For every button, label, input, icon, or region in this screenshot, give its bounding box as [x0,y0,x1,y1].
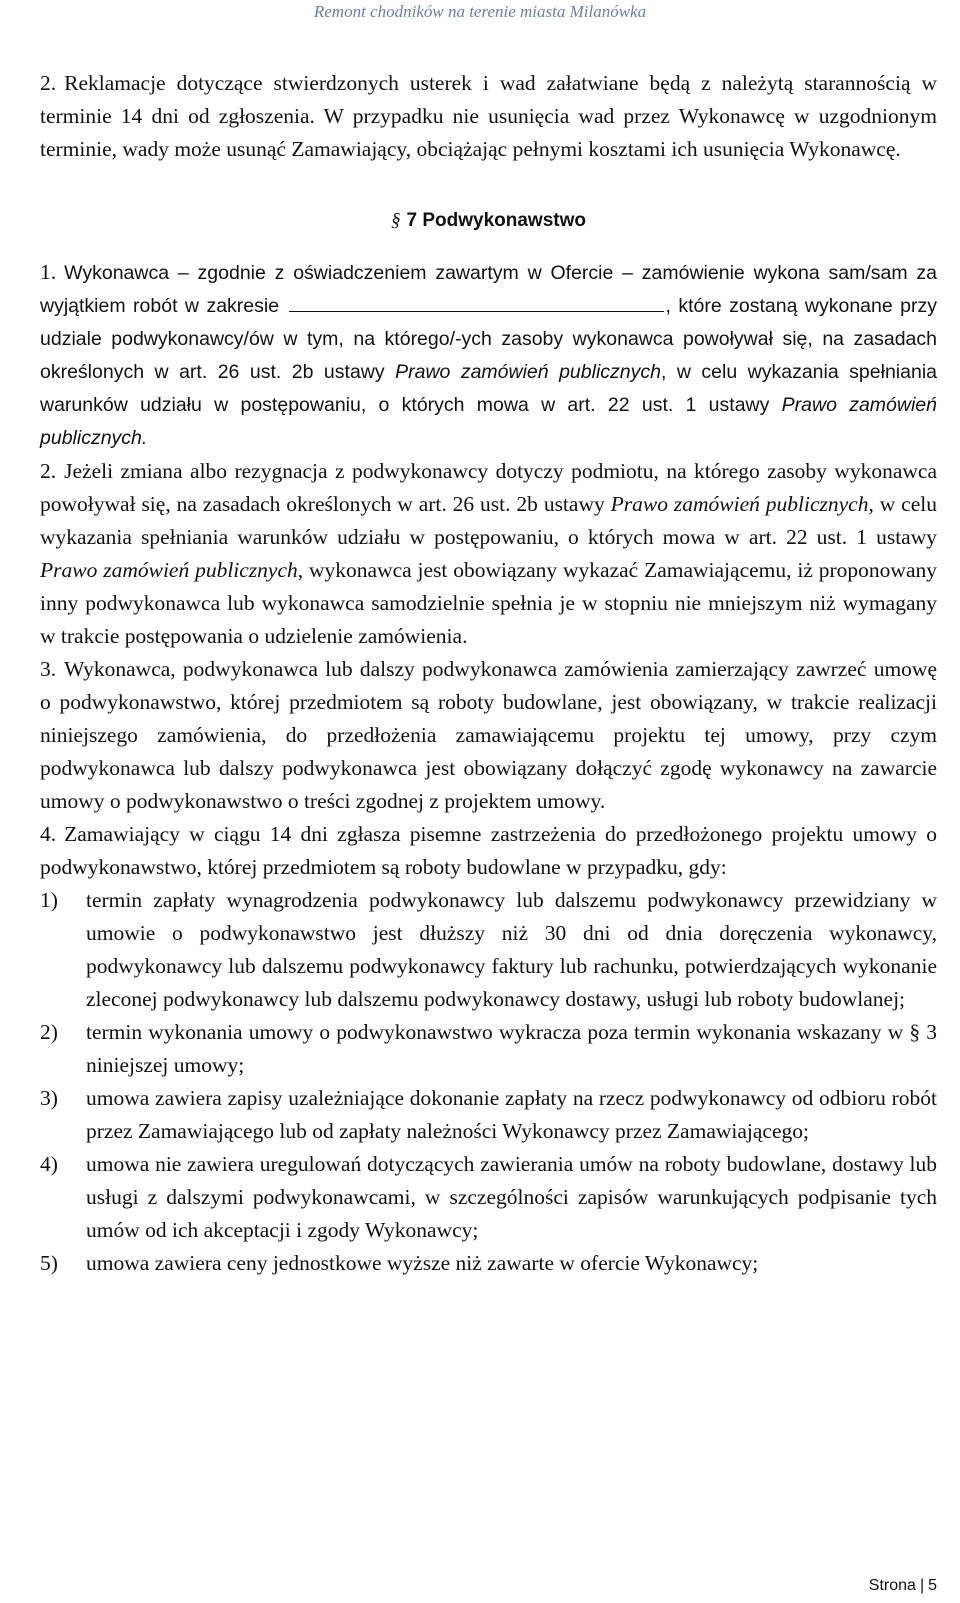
sub-text: termin zapłaty wynagrodzenia podwykonawcy lub dalszemu podwykonawcy przewidziany w umowie o podwykonawstwo jest dłuższy niż 30 dni od dnia doręczenia wykonawcy, podwykonawcy lub dalszemu podwykonawcy faktury lub rachunku, potwierdzających wykonanie zleconej podwykonawcy lub dalszemu podwykonawcy dostawy, usługi lub roboty budowlanej; [86,888,937,1011]
paragraph-symbol: § [391,210,401,231]
clause-2-reklamacje [40,67,937,166]
sub-item-3 [40,1082,937,1148]
sub-text: umowa zawiera ceny jednostkowe wyższe niż zawarte w ofercie Wykonawcy; [86,1251,759,1275]
clause-4-zastrzezenia [40,818,937,884]
footer-separator: | [919,1577,925,1594]
clause-text: Wykonawca, podwykonawca lub dalszy podwykonawca zamówienia zamierzający zawrzeć umowę o podwykonawstwo, której przedmiotem są roboty budowlane, jest obowiązany, w trakcie realizacji niniejszego zamówienia, do przedłożenia zamawiającemu projektu tej umowy, przy czym podwykonawca lub dalszy podwykonawca jest obowiązany dołączyć zgodę wykonawcy na zawarcie umowy o podwykonawstwo o treści zgodnej z projektem umowy. [40,657,937,813]
clause-label: 2. [40,71,57,95]
running-header: Remont chodników na terenie miasta Milanówka [313,2,647,21]
clause-1-wykonawca [40,256,937,455]
section-title: 7 Podwykonawstwo [406,210,586,231]
sub-item-1 [40,884,937,1016]
clause-text-b: , które zostaną wykonane przy udziale podwykonawcy/ów w tym, na którego/-ych zasoby wykonawca powoływał się, na zasadach określonych w art. 26 ust. 2b ustawy [40,295,937,383]
clause-label: 2. [40,459,57,483]
section-heading [40,204,937,237]
sub-label: 4) [40,1152,58,1176]
sub-item-2 [40,1016,937,1082]
clause-text-b: Prawo zamówień publicznych [610,492,869,516]
page-footer [869,1577,937,1595]
clause-text: Reklamacje dotyczące stwierdzonych usterek i wad załatwiane będą z należytą starannością w terminie 14 dni od zgłoszenia. W przypadku nie usunięcia wad przez Wykonawcę w uzgodnionym terminie, wady może usunąć Zamawiający, obciążając pełnymi kosztami ich usunięcia Wykonawcę. [40,71,937,161]
sub-text: termin wykonania umowy o podwykonawstwo wykracza poza termin wykonania wskazany w § 3 niniejszej umowy; [86,1020,937,1077]
clause-text-e: Prawo zamówień publicznych. [40,394,937,449]
sub-label: 5) [40,1251,58,1275]
sub-label: 2) [40,1020,58,1044]
clause-label: 3. [40,657,57,681]
clause-2-zmiana [40,455,937,653]
clause-text-c: Prawo zamówień publicznych [395,361,661,383]
clause-text-d: , w celu wykazania spełniania warunków udziału w postępowaniu, o których mowa w art. 22 ust. 1 ustawy [40,361,937,416]
clause-label: 1. [40,260,57,284]
clause-3-umowa [40,653,937,818]
sub-text: umowa zawiera zapisy uzależniające dokonanie zapłaty na rzecz podwykonawcy od odbioru robót przez Zamawiającego lub od zapłaty należności Wykonawcy przez Zamawiającego; [86,1086,937,1143]
page-number: 5 [928,1577,937,1594]
sub-label: 3) [40,1086,58,1110]
clause-text: Zamawiający w ciągu 14 dni zgłasza pisemne zastrzeżenia do przedłożonego projektu umowy o podwykonawstwo, której przedmiotem są roboty budowlane w przypadku, gdy: [40,822,937,879]
blank-line [289,293,664,312]
sub-text: umowa nie zawiera uregulowań dotyczących zawierania umów na roboty budowlane, dostawy lub usługi z dalszymi podwykonawcami, w szczególności zapisów warunkujących podpisanie tych umów od ich akceptacji i zgody Wykonawcy; [86,1152,937,1242]
document-body [40,67,937,1280]
clause-text-e: , wykonawca jest obowiązany wykazać Zamawiającemu, iż proponowany inny podwykonawca lub wykonawca samodzielnie spełnia je w stopniu nie mniejszym niż wymagany w trakcie postępowania o udzielenie zamówienia. [40,558,937,648]
clause-text-a: Wykonawca – zgodnie z oświadczeniem zawartym w Ofercie – zamówienie wykona sam/sam za wyjątkiem robót w zakresie [40,262,937,317]
clause-text-d: Prawo zamówień publicznych [40,558,298,582]
clause-text-c: , w celu wykazania spełniania warunków udziału w postępowaniu, o których mowa w art. 22 ust. 1 ustawy [40,492,937,549]
clause-text-a: Jeżeli zmiana albo rezygnacja z podwykonawcy dotyczy podmiotu, na którego zasoby wykonawca powoływał się, na zasadach określonych w art. 26 ust. 2b ustawy [40,459,937,516]
clause-label: 4. [40,822,57,846]
sub-item-4 [40,1148,937,1247]
sub-label: 1) [40,888,58,912]
footer-label: Strona [868,1577,916,1594]
sub-item-5 [40,1247,937,1280]
